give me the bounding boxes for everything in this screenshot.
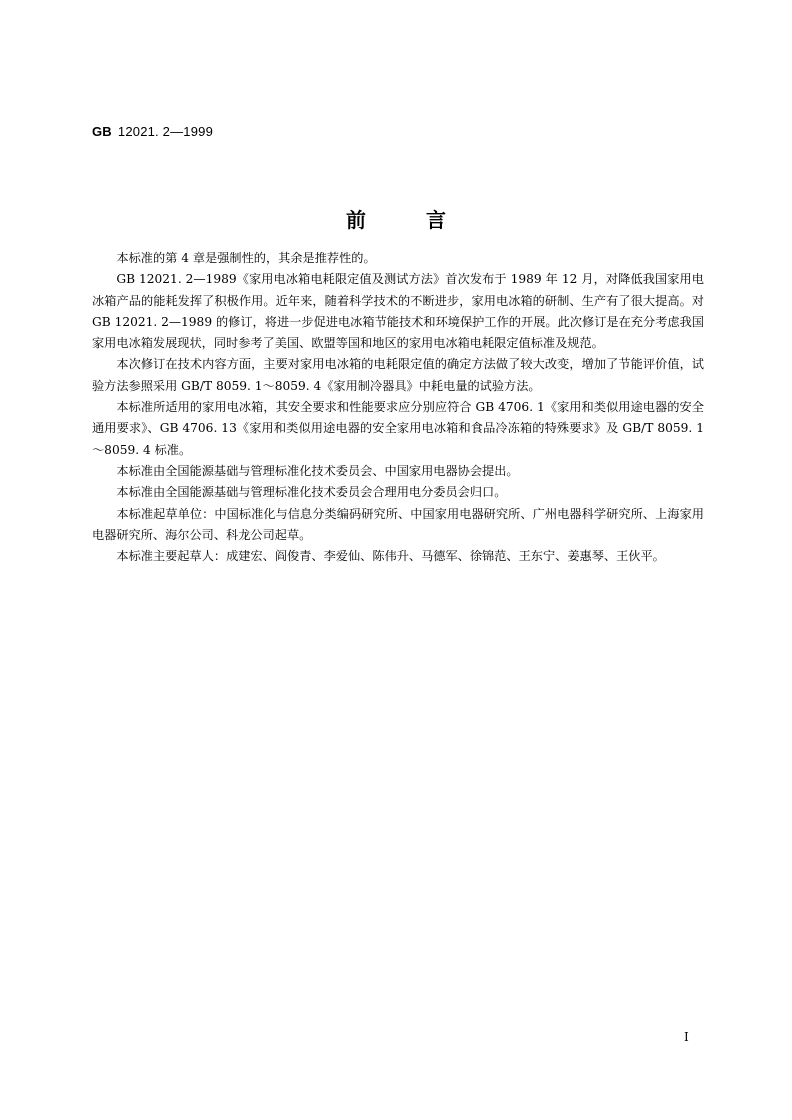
paragraph-history: GB 12021. 2—1989《家用电冰箱电耗限定值及测试方法》首次发布于 1989 年 12 月，对降低我国家用电冰箱产品的能耗发挥了积极作用。近年来，随着科学技术的不断进步，家用电冰箱的研制、生产有了很大提高。对 GB 12021. 2—1989 的修订，将进一步促进电冰箱节能技术和环境保护工作的开展。此次修订是在充分考虑我国家用电冰箱发展现状，同时参考了美国、欧盟等国和地区的家用电冰箱电耗限定值标准及规范。 (92, 272, 704, 351)
paragraph-administered-by: 本标准由全国能源基础与管理标准化技术委员会合理用电分委员会归口。 (116, 485, 507, 500)
paragraph-proposed-by: 本标准由全国能源基础与管理标准化技术委员会、中国家用电器协会提出。 (116, 463, 519, 478)
paragraph-revision-content: 本次修订在技术内容方面，主要对家用电冰箱的电耗限定值的确定方法做了较大改变，增加了节能评价值，试验方法参照采用 GB/T 8059. 1～8059. 4《家用制冷器具》中耗电量的试验方法。 (92, 357, 704, 393)
paragraph-mandatory-chapter: 本标准的第 4 章是强制性的，其余是推荐性的。 (116, 251, 376, 265)
standard-number: 12021. 2—1999 (117, 124, 214, 139)
paragraph-safety-requirements: 本标准所适用的家用电冰箱，其安全要求和性能要求应分别应符合 GB 4706. 1《家用和类似用途电器的安全 通用要求》、GB 4706. 13《家用和类似用途电器的安全家用电冰箱和食品冷冻箱的特殊要求》及 GB/T 8059. 1～8059. 4 标准。 (92, 400, 717, 457)
paragraph-drafters: 本标准主要起草人：成建宏、阎俊青、李爱仙、陈伟升、马德军、徐锦范、王东宁、姜惠琴、王伙平。 (116, 549, 665, 564)
gb-prefix: GB (92, 124, 112, 139)
foreword-body (92, 248, 717, 567)
page-title: 前言 (346, 208, 506, 232)
page-number: I (684, 1030, 689, 1044)
standard-number-header (92, 124, 213, 139)
paragraph-drafting-units: 本标准起草单位：中国标准化与信息分类编码研究所、中国家用电器研究所、广州电器科学研究所、上海家用电器研究所、海尔公司、科龙公司起草。 (92, 506, 704, 542)
